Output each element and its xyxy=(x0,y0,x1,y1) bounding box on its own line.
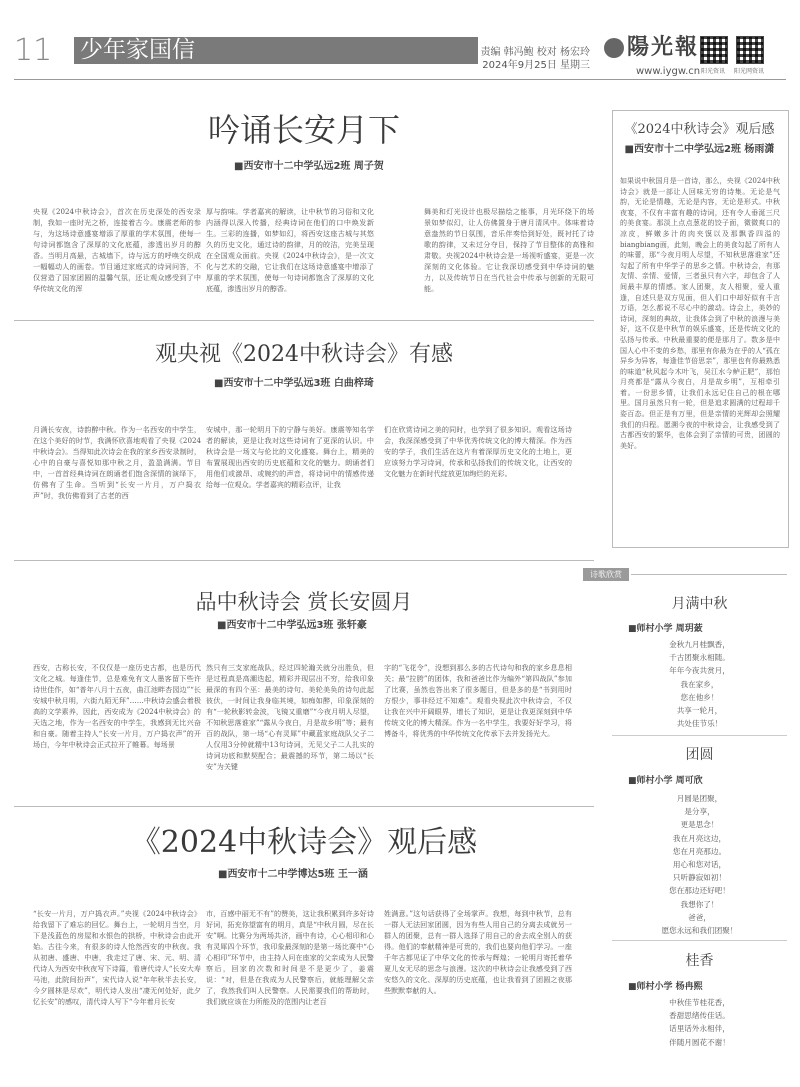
sidebar-article-byline: ■西安市十二中学弘远2班 杨雨潇 xyxy=(624,144,775,155)
poem-line: 愿您永远和我们团聚！ xyxy=(661,925,738,935)
poem-lines xyxy=(612,638,787,730)
article-byline: ■西安市十二中学弘远2班 周子贺 xyxy=(234,161,384,172)
header-divider xyxy=(14,79,786,80)
article-column: 市，百感中丽无不有”的赞美，这让我积累到许多好诗好词，拓充你望富有的明月，真是“中秋月圆，尽在长安”啊。比赛分为两场共济，画中有诗，心心相印和心有灵犀四个环节，我印象最深刻的是第一场比赛中“心心相印”环节中，由主持人问在座家的父亲成为人民警察后，回家的次数和时间是不是更少了，姜震说：“对，但是在我成为人民警察后，就能理解父亲了，我然我们叫人民警察。人民需要我们的帮助时，我们就应该在力所能及的范围内让老百 xyxy=(206,909,374,1006)
article-title: 吟诵长安月下 xyxy=(207,111,400,149)
article-column: 西安，古称长安，不仅仅是一座历史古都，也是历代文化之城。每逢佳节，总是难免有文人墨客留下些许诗世佳作，如“普年八月十五夜，曲江池畔杏园边”“长安城中秋月明，六街九陌无拜”……中秋诗会盛会着极高的文学素养，因此，西安成为《2024中秋诗会》的天选之地，作为一名西安的中学生，我感到无比兴奋和自豪。随着主持人“长安一片月，万户捣衣声”的开场白，今年中秋诗会正式拉开了帷幕。每场景 xyxy=(33,663,201,749)
article-column: 舞美和灯光设计也极尽描绘之能事，月光环绕下的场景如梦似幻，让人仿佛置身于唐月清风中。体味着诗意盎然的节日氛围，音乐伴奏恰到好处，既衬托了诗歌的韵律，又未过分夺目，保持了节目整体的高雅和肃敬。央视2024中秋诗会是一场视听盛宴，更是一次深刻的文化体验。它让我深切感受到中华诗词的魅力，以及传统节日在当代社会中传承与创新的无限可能。 xyxy=(424,207,594,293)
poem-line: 金秋九月桂飘香， xyxy=(669,640,730,649)
qr-caption: 阳光资讯 xyxy=(700,68,725,75)
poem-line: 共处佳节乐！ xyxy=(676,719,723,729)
logo-emblem-icon xyxy=(604,38,624,58)
article-byline: ■西安市十二中学博达5班 王一涵 xyxy=(218,869,368,880)
poem-line: 我在月亮这边， xyxy=(672,833,727,843)
poem-lines xyxy=(612,792,787,937)
poem-line: 香甜思绪传佳话。 xyxy=(669,1011,730,1021)
poem-line: 更是思念！ xyxy=(680,820,719,830)
poem-byline: ■师村小学 周玥蔹 xyxy=(628,624,703,634)
poem-line: 伴随月圆花不谢！ xyxy=(669,1037,730,1047)
article-title: 品中秋诗会 赏长安圆月 xyxy=(195,590,413,614)
article-byline: ■西安市十二中学弘远3班 张轩豪 xyxy=(217,620,367,631)
article-column: 姓满意。”这句话获得了全场掌声。我想，每到中秋节，总有一群人无法回家团圆，因为有些人用自己的分离去成就另一群人的团聚，总有一群人选择了用自己的舍去成全别人的获得。他们的奉献精神是可贵的，我们也要向他们学习。一座千年古都见证了中华文化的传承与辉煌；一轮明月寄托着华夏儿女无尽的思念与浪漫。这次的中秋诗会让我感受到了西安悠久的文化、深厚的历史底蕴，也让我看到了团圆之夜那些默默奉献的人。 xyxy=(384,909,572,995)
editors-credit: 责编 韩冯鲍 校对 杨宏玲 xyxy=(480,47,590,58)
poem-line: 是分享， xyxy=(684,807,715,817)
poem-line: 年年今夜共赏月， xyxy=(669,666,730,676)
poem-divider xyxy=(612,940,787,941)
poem-line: 我在家乡， xyxy=(680,679,719,689)
article-title: 观央视《2024中秋诗会》有感 xyxy=(155,342,453,367)
sidebar-article-body: 如果说中秋国月是一首诗，那么，央视《2024中秋诗会》就是一部让人回味无穷的诗集。无论是气韵，无论是情趣，无论是内容，无论是形式。中秋夜宴，不仅有丰富有趣的诗词，还有令人垂涎三尺的美食宴。那淡上点点葱花的饺子面，微微爽口的凉皮，鲜嫩多汁的肉夹馍以及那飘香四溢的biangbiang面，此刻，晚会上的美食勾起了所有人的味蕾，那“今夜月明人尽望，不知秋思落谁家”还勾起了所有中华学子的思乡之情。中秋诗会，有那友情、亲情、爱情，三者虽只有六字，却包含了人间最丰厚的情感。家人团聚，友人相聚，爱人重逢，自述只是双方见面，但人们口中却好似有千言万语，怎么都说不尽心中的激动。诗会上，美妙的诗词，深刻的典故，让我体会到了中秋的浪漫与美好，这不仅是中秋节的娱乐盛宴，还是传统文化的弘扬与传承。中秋最重要的便是那月了。数多是中国人心中不变的乡愁，那里有你最为在乎的人“孤在异乡为异客，每逢佳节倍思亲”，那里也有你最熟悉的味道“秋风起今木叶飞，吴江水今鲈正肥”，那怕月亮都是“露从今夜白，月是故乡明”，互相牵引着。一份思乡情，让我们永远记住自己的根在哪里。国月虽然只有一轮，但是追求圆满的过程却千姿百态。但正是有万里，但是亲情的光辉却会照耀我们的归程。愿溯今夜的中秋诗会，让我感受到了古都西安的繁华，也体会到了亲情的可贵，团圆的美好。 xyxy=(620,177,780,450)
qr-caption: 阳光网资讯 xyxy=(733,68,764,75)
article-column: 字的“飞花令”，没想到那么多的古代诗句和我的家乡息息相关；最“拉胯”的团体，我和爸爸比作为编外“第四战队”参加了比赛，虽然也答出来了很多题目，但是多的是“书到用时方恨少，事非经过不知难”。观看央视此次中秋诗会，不仅让我在兴中开阔眼界，增长了知识，更是让我更深刻到中华传统文化的博大精深。作为一名中学生，我要好好学习，将博备斗，将优秀的中华传统文化传承下去并发扬光大。 xyxy=(384,663,572,738)
poem-title: 桂香 xyxy=(685,953,714,969)
poems-section-tag: 诗歌欣赏 xyxy=(583,568,629,581)
poem-lines xyxy=(612,996,787,1049)
poem-line: 您在他乡！ xyxy=(680,692,719,702)
article-column: 月满长安夜，诗韵醉中秋。作为一名西安的中学生，在这个美好的时节，我满怀欣喜地观看了央视《2024中秋诗会》。当得知此次诗会在我的家乡西安录制时，心中的自豪与喜悦如那中秋之月，盈盈满满。节目中，一首首经典诗词在朗诵者们饱含深情的演绎下，仿佛有了生命。当听到“长安一片月，万户捣衣声”时，我仿佛看到了古老的西 xyxy=(33,425,201,500)
poem-line: 您在月亮那边。 xyxy=(672,846,727,856)
article-column: 然只有三支家庭战队，经过四轮瀚关就分出胜负，但是过程真是高潮迭起，精彩并现层出不穷，给我印象最深的有四个巫：最美的诗句、美轮美奂的诗句此起彼伏，一时间让我身临其境，如痴如醉，印象深刻的有“一轮秋影转金波，飞镜又重磨”“今夜月明人尽望，不知秋思落谁家”“露从今夜白，月是故乡明”等；最有百的战队，第一场“心有灵犀”中藏蓝家庭战队父子二人仅用3分钟就精中13句诗词，无见父子二人扎实的诗词功底和默契配合；最震撼的环节，第二场以“长安”为关键 xyxy=(206,663,374,771)
article-column: 们在欣赏诗词之美的同时，也学到了很多知识。观看这场诗会，我深深感受到了中华优秀传统文化的博大精深。作为西安的学子，我们生活在这片有着深厚历史文化的土地上，更应该努力学习诗词，传承和弘扬我们的传统文化，让西安的文化魅力在新时代绽放更加绚烂的光彩。 xyxy=(384,425,572,478)
article-divider xyxy=(14,806,594,807)
poem-line: 用心和您对话， xyxy=(672,859,727,869)
article-title: 《2024中秋诗会》观后感 xyxy=(130,825,478,860)
poem-title: 月满中秋 xyxy=(671,596,728,612)
poem-line: 我想你了！ xyxy=(680,899,719,909)
site-url[interactable]: www.iygw.cn xyxy=(636,66,701,77)
sidebar-article-title: 《2024中秋诗会》观后感 xyxy=(624,122,775,137)
poem-byline: ■师村小学 杨冉熙 xyxy=(628,982,703,992)
article-column: 厚与韵味。学者嘉宾的解读，让中秋节的习俗和文化内涵得以深入传播，经典诗词在他们的口中焕发新生。三彩的连播，如梦如幻，将西安这座古城与其悠久的历史文化，通过诗的韵律，月的皎洁，完美呈现在全国观众面前。央视《2024中秋诗会》，是一次文化与艺术的交融，它让我们在这场诗意盛宴中增添了厚重的学术氛围，使每一句诗词都饱含了深厚的文化底蕴，渗透出岁月的醇香。 xyxy=(206,207,374,293)
publication-date: 2024年9月25日 星期三 xyxy=(482,60,590,71)
poem-line: 只听静寂如初！ xyxy=(672,873,727,883)
article-column: 央视《2024中秋诗会》，首次在历史深处的西安录制，我如一座时光之桥，连接着古今。康震老师的参与，为这场诗意盛宴增添了厚重的学术氛围，使每一句诗词都饱含了深厚的文化底蕴，渗透出岁月的醇香。当明月高悬，古城墙下，诗与远方的呼唤交织成一幅幅动人的画卷。节目通过家庭式的诗词问答，不仅营造了国家团圆的温馨气氛，还让观众感受到了中华传统文化的浑 xyxy=(33,207,201,293)
poem-line: 中秋佳节桂花香， xyxy=(669,998,730,1007)
article-byline: ■西安市十二中学弘远3班 白曲梓琦 xyxy=(214,378,374,389)
poem-line: 您在那边还好吧！ xyxy=(669,886,730,896)
poem-line: 共享一轮月， xyxy=(676,705,723,715)
poem-line: 月圆是团聚， xyxy=(676,794,723,803)
poem-divider xyxy=(612,735,787,736)
poem-byline: ■师村小学 周可欣 xyxy=(628,776,703,786)
poem-line: 爸爸， xyxy=(688,912,711,922)
article-divider xyxy=(14,320,594,321)
poem-title: 团圆 xyxy=(685,747,714,763)
article-column: “长安一片月，万户捣衣声。”央视《2024中秋诗会》给我留下了难忘的回忆。舞台上，一轮明月当空，月下是浅蓝色的房屋和水银色的拱桥，中秋诗会由此开始。古往今来，有很多的诗人怆然西安的中秋夜。我从初唐、盛唐、中唐，我走过了唐、宋、元、明、清代诗人为西安中秋夜写下诗篇，看唐代诗人“长安大寿马池，此院间扮声”，宋代诗人说“年年秋半去长安，今夕圆林是尽欢”，明代诗人发出“凄无何处好，此夕忆长安”的感叹，清代诗人写下“今年着月长安 xyxy=(33,909,201,1006)
poems-section-rule xyxy=(631,574,787,575)
newspaper-logo: 陽光報 xyxy=(627,34,700,60)
page-number: 11 xyxy=(14,33,53,68)
poem-line: 话里话外永相伴， xyxy=(669,1024,730,1034)
poem-line: 千古团聚永相随。 xyxy=(669,653,730,663)
qr-code-icon xyxy=(736,36,764,64)
article-divider xyxy=(14,560,594,561)
section-title: 少年家国信 xyxy=(80,37,195,63)
article-column: 安城中，那一轮明月下的宁静与美好。康震等知名学者的解读，更是让我对这些诗词有了更深的认识。中秋诗会是一场文与伦比的文化盛宴。舞台上，精美的布置展现出西安的历史底蕴和文化的魅力。朗诵者们用他们或激昂、或婉约的声音，将诗词中的情感传递给每一位观众。学者嘉宾的精彩点评，让我 xyxy=(206,425,374,489)
qr-code-icon xyxy=(700,36,728,64)
